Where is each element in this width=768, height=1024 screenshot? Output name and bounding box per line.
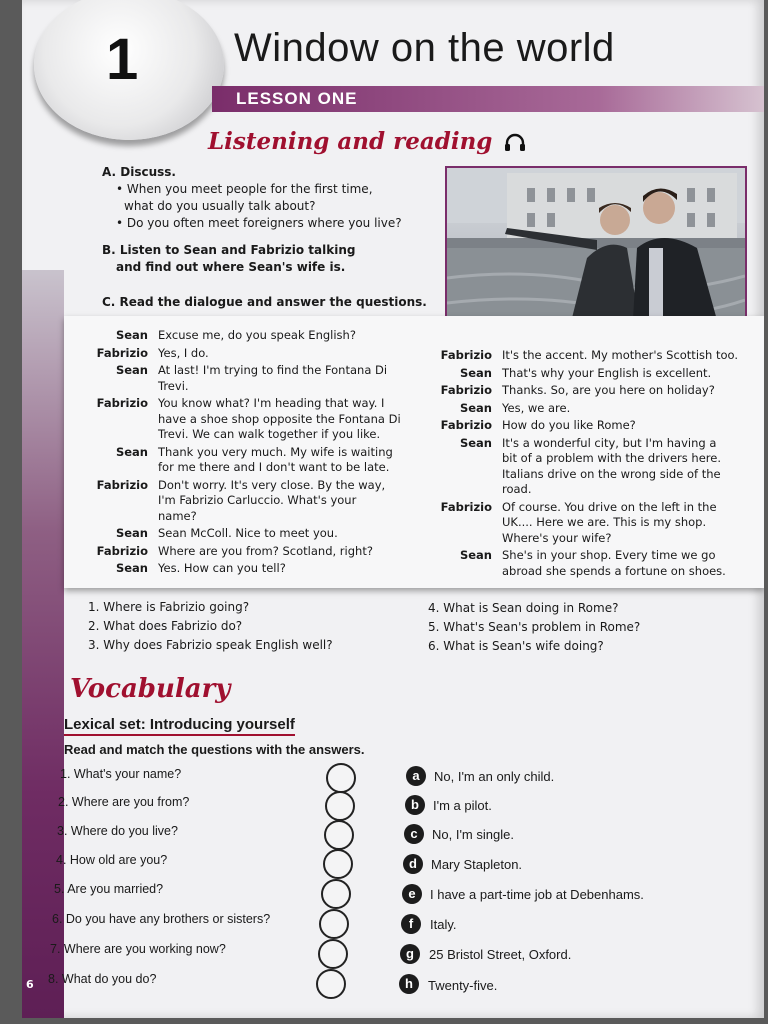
dialogue-line [430,401,762,417]
dialogue-line [86,478,426,525]
answer-letter-badge: a [406,766,426,786]
speaker: Fabrizio [440,418,492,432]
dialogue-line [86,396,426,443]
answer-text: Mary Stapleton. [431,857,523,872]
answer-circle[interactable] [319,909,349,939]
speaker: Sean [459,400,492,415]
match-question: 3. Where do you live? [57,824,178,838]
dialogue-line [86,363,426,394]
unit-title: Window on the world [234,26,615,70]
speaker: Sean [459,548,492,562]
match-question: 1. What's your name? [60,767,182,781]
line-text: It's a wonderful city, but I'm having a [502,435,717,450]
speaker: Sean [115,561,148,575]
task-b: B. Listen to Sean and Fabrizio talking [102,243,356,257]
line-text: Trevi. We can walk together if you like. [158,427,381,441]
question-item: 6. What is Sean's wife doing? [428,639,604,653]
dialogue-line [86,561,426,577]
answer-text: Italy. [430,917,457,932]
discuss-item: • When you meet people for the first time, [116,182,373,196]
line-text: have a shoe shop opposite the Fontana Di [158,411,401,426]
answer-text: No, I'm an only child. [434,769,555,784]
discuss-section [102,164,432,311]
match-question: 4. How old are you? [56,853,168,867]
dialogue-line [430,366,762,382]
answer-circle[interactable] [323,849,353,879]
line-text: road. [502,482,532,496]
line-text: Sean McColl. Nice to meet you. [158,526,338,540]
question-item: 5. What's Sean's problem in Rome? [428,620,641,634]
dialogue-line [430,548,762,579]
line-text: Yes, I do. [158,345,209,360]
dialogue-line [86,346,426,362]
line-text: Where are you from? Scotland, right? [158,543,373,558]
dialogue-line [86,445,426,476]
answer-letter-badge: d [403,854,423,874]
answer-letter-badge: f [401,914,421,934]
speaker: Fabrizio [440,383,492,397]
line-text: Thank you very much. My wife is waiting [158,444,393,459]
lesson-band [212,86,764,112]
answer-letter-badge: e [402,884,422,904]
line-text: I'm Fabrizio Carluccio. What's your [158,493,357,507]
task-c: C. Read the dialogue and answer the questions. [102,295,427,309]
unit-number-badge [34,0,224,140]
question-item: 4. What is Sean doing in Rome? [428,601,619,615]
line-text: That's why your English is excellent. [502,365,712,380]
line-text: At last! I'm trying to find the Fontana Di [158,363,388,377]
line-text: Thanks. So, are you here on holiday? [502,383,715,397]
answer-text: I have a part-time job at Debenhams. [430,887,644,902]
speaker: Fabrizio [440,499,492,514]
answer-letter-badge: h [399,974,419,994]
match-question: 2. Where are you from? [58,795,190,809]
speaker: Sean [115,363,148,377]
speaker: Sean [115,526,148,540]
line-text: Don't worry. It's very close. By the way, [158,477,386,492]
line-text: Of course. You drive on the left in the [502,499,717,514]
line-text: How do you like Rome? [502,418,636,432]
line-text: for me there and I don't want to be late. [158,460,390,474]
answer-circle[interactable] [321,879,351,909]
line-text: Yes, we are. [502,400,571,415]
line-text: UK.... Here we are. This is my shop. [502,515,707,529]
speaker: Sean [459,435,492,450]
line-text: Excuse me, do you speak English? [158,328,356,342]
section-heading-text: Listening and reading [208,128,493,155]
discuss-label: A. Discuss. [102,165,176,179]
page-number: 6 [26,978,34,991]
headphones-icon [504,133,526,153]
line-text: bit of a problem with the drivers here. [502,451,721,465]
questions-right [428,599,640,656]
speaker: Sean [459,365,492,380]
discuss-item: • Do you often meet foreigners where you live? [116,216,402,230]
line-text: It's the accent. My mother's Scottish too. [502,348,738,362]
task-b-cont: and find out where Sean's wife is. [116,260,346,274]
speaker: Fabrizio [96,477,148,492]
answer-circle[interactable] [324,820,354,850]
answer-letter-badge: b [405,795,425,815]
question-item: 2. What does Fabrizio do? [88,619,243,633]
line-text: Trevi. [158,378,189,393]
discuss-item: what do you usually talk about? [124,199,316,213]
unit-number: 1 [106,27,139,92]
decorative-side-bar [22,270,64,1018]
match-question: 8. What do you do? [48,972,157,986]
line-text: abroad she spends a fortune on shoes. [502,563,726,578]
photo-illustration [447,168,745,338]
answer-text: No, I'm single. [432,827,514,842]
answer-text: 25 Bristol Street, Oxford. [429,947,572,962]
match-instruction: Read and match the questions with the answers. [64,742,365,757]
section-heading [208,128,526,155]
dialogue-line [430,436,762,498]
speaker: Fabrizio [440,348,492,362]
speaker: Sean [115,328,148,342]
match-question: 7. Where are you working now? [50,942,226,956]
speaker: Fabrizio [96,345,148,360]
line-text: Italians drive on the wrong side of the [502,466,721,481]
dialogue-right-column [430,348,762,581]
speaker: Fabrizio [96,543,148,558]
dialogue-line [430,348,762,364]
answer-circle[interactable] [318,939,348,969]
answer-circle[interactable] [325,791,355,821]
line-text: Where's your wife? [502,530,612,545]
match-question: 5. Are you married? [54,882,164,896]
vocabulary-heading: Vocabulary [70,674,231,704]
line-text: name? [158,508,197,523]
line-text: She's in your shop. Every time we go [502,548,716,562]
dialogue-line [430,383,762,399]
dialogue-line [430,500,762,547]
questions-left [88,598,333,655]
dialogue-line [430,418,762,434]
dialogue-line [86,544,426,560]
dialogue-line [86,526,426,542]
dialogue-line [86,328,426,344]
lesson-label: LESSON ONE [236,89,358,108]
answer-text: I'm a pilot. [433,798,492,813]
answer-letter-badge: g [400,944,420,964]
lexical-set-heading: Lexical set: Introducing yourself [64,716,295,736]
speaker: Sean [115,444,148,459]
photo-two-men-rome [445,166,747,340]
match-question: 6. Do you have any brothers or sisters? [52,912,271,926]
line-text: Yes. How can you tell? [158,561,286,575]
answer-circle[interactable] [316,969,346,999]
answer-letter-badge: c [404,824,424,844]
textbook-page [22,0,764,1018]
line-text: You know what? I'm heading that way. I [158,396,385,410]
dialogue-left-column [86,328,426,579]
answer-circle[interactable] [326,763,356,793]
speaker: Fabrizio [96,396,148,410]
question-item: 3. Why does Fabrizio speak English well? [88,638,333,652]
answer-text: Twenty-five. [428,978,498,993]
question-item: 1. Where is Fabrizio going? [88,600,250,614]
